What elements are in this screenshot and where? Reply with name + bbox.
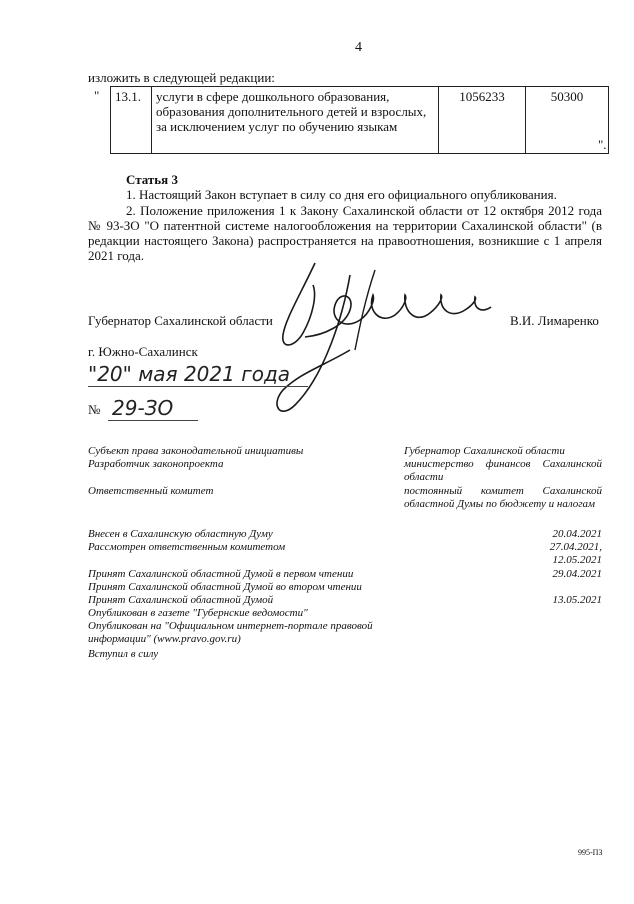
table-close-quote: ". — [598, 137, 607, 152]
meta-right-1: Губернатор Сахалинской области — [404, 445, 565, 457]
article-title: Статья 3 — [126, 172, 178, 187]
meta-left-1: Субъект права законодательной инициативы — [88, 445, 304, 457]
meta-left-3: Ответственный комитет — [88, 485, 214, 497]
table-cell-desc: услуги в сфере дошкольного образования, образования дополнительного детей и взрослых, за исключением услуг по обучению языкам — [152, 87, 439, 154]
footer-code: 995-ПЗ — [578, 848, 603, 857]
date-handwritten: "20" мая 2021 года — [88, 362, 291, 386]
table-cell-num: 13.1. — [111, 87, 152, 154]
table-cell-v2: 50300 — [526, 87, 609, 154]
signature-label: Губернатор Сахалинской области — [88, 313, 273, 328]
city: г. Южно-Сахалинск — [88, 344, 198, 359]
meta-right-2: министерство финансов Сахалинской области — [404, 458, 602, 483]
tariff-table — [88, 86, 609, 154]
table-open-quote: " — [94, 88, 100, 103]
table-cell-v1: 1056233 — [439, 87, 526, 154]
event-label: Внесен в Сахалинскую областную Думу — [88, 528, 273, 540]
intro-text: изложить в следующей редакции: — [88, 70, 275, 85]
event-label: Рассмотрен ответственным комитетом — [88, 541, 286, 553]
page-number: 4 — [355, 40, 362, 55]
number-underline — [108, 420, 198, 421]
number-label: № — [88, 402, 101, 417]
governor-signature — [255, 255, 495, 425]
event-label: Опубликован в газете "Губернские ведомости" — [88, 607, 308, 619]
paragraph-2: 2. Положение приложения 1 к Закону Сахалинской области от 12 октября 2012 года № 93-ЗО "О патентной системе налогообложения на территории Сахалинской области" (в редакции настоящего Закона) распространяется на правоотношения, возникшие с 1 апреля 2021 года. — [88, 203, 602, 263]
event-label: Вступил в силу — [88, 648, 159, 660]
event-date: 20.04.2021 — [552, 528, 602, 540]
meta-right-3: постоянный комитет Сахалинской областной Думы по бюджету и налогам — [404, 485, 602, 510]
signature-name: В.И. Лимаренко — [510, 313, 599, 328]
number-handwritten: 29-ЗО — [112, 396, 174, 420]
meta-left-2: Разработчик законопроекта — [88, 458, 224, 470]
table-row — [88, 87, 609, 154]
event-date: 13.05.2021 — [552, 594, 602, 606]
event-date: 29.04.2021 — [552, 568, 602, 580]
event-date: 27.04.2021, 12.05.2021 — [549, 541, 602, 566]
event-label: Принят Сахалинской областной Думой — [88, 594, 274, 606]
event-label: Принят Сахалинской областной Думой во втором чтении — [88, 581, 362, 593]
event-label: Принят Сахалинской областной Думой в первом чтении — [88, 568, 354, 580]
paragraph-1: 1. Настоящий Закон вступает в силу со дня его официального опубликования. — [126, 187, 557, 202]
event-label: Опубликован на "Официальном интернет-портале правовой информации" (www.pravo.gov.ru) — [88, 620, 373, 645]
date-underline — [88, 386, 308, 387]
